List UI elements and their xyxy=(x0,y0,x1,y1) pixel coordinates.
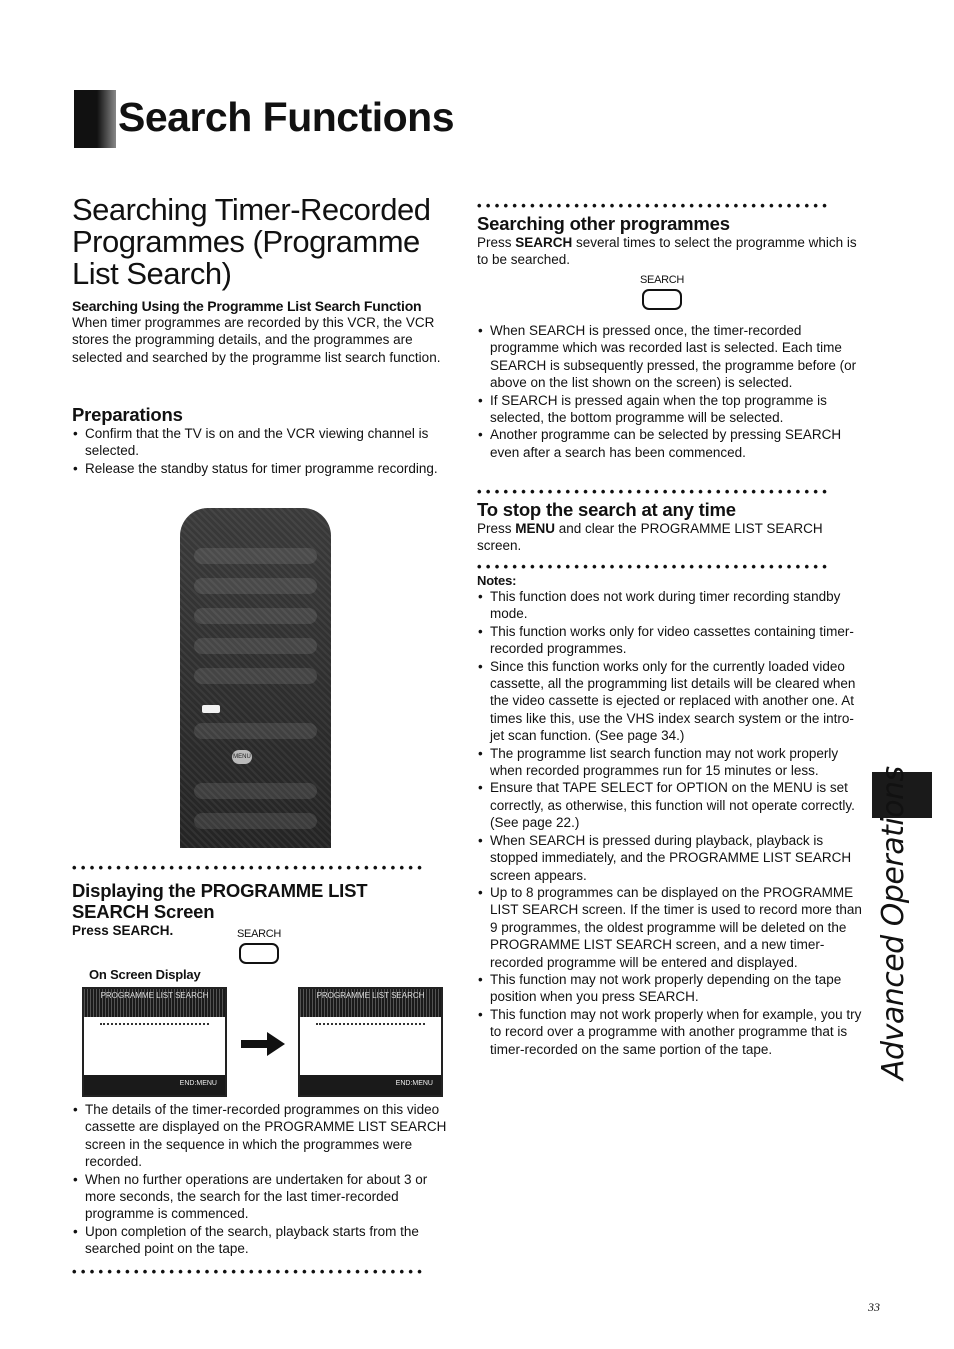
stop-heading: To stop the search at any time xyxy=(477,499,736,520)
dotted-divider: •••••••••••••••••••••••••••••••••••••••• xyxy=(477,486,832,498)
list-item: • Release the standby status for timer programme recording. xyxy=(72,460,457,477)
dotted-divider: •••••••••••••••••••••••••••••••••••••••• xyxy=(477,200,832,212)
search-button-icon xyxy=(642,289,682,310)
press-search-text: Press SEARCH. xyxy=(72,923,174,938)
displaying-list xyxy=(72,1101,457,1258)
other-intro-post: several times to select the programme which is to be searched. xyxy=(477,235,857,268)
remote-button-row xyxy=(194,578,317,594)
list-item: • When SEARCH is pressed during playback, playback is stopped immediately, and the PROGRAMME LIST SEARCH screen appears. xyxy=(477,832,862,884)
list-item: • Since this function works only for the currently loaded video cassette, all the programming list details will be cleared when the video cassette is ejected or replaced with another one. At times like this, use the VHS index search system or the intro-jet scan function. (See page 34.) xyxy=(477,658,862,745)
stop-section xyxy=(477,499,862,555)
stop-text-bold: MENU xyxy=(515,521,556,536)
intro-section xyxy=(72,298,457,366)
remote-button-row xyxy=(194,813,317,829)
other-section xyxy=(477,213,862,269)
search-button-icon xyxy=(239,943,279,964)
search-button-highlight xyxy=(202,705,220,713)
notes-list xyxy=(477,588,862,1058)
page-title: Search Functions xyxy=(118,94,455,140)
remote-button-row xyxy=(194,608,317,624)
search-button-label: SEARCH xyxy=(237,928,282,940)
osd-title: PROGRAMME LIST SEARCH xyxy=(300,989,441,1017)
osd-screen-after xyxy=(298,987,443,1097)
other-list xyxy=(477,322,862,461)
stop-text xyxy=(477,520,862,555)
remote-button-row xyxy=(194,638,317,654)
list-item: • When no further operations are undertaken for about 3 or more seconds, the search for the last timer-recorded programme is commenced. xyxy=(72,1171,457,1223)
title-bar-decoration xyxy=(74,90,116,148)
list-item: • Confirm that the TV is on and the VCR viewing channel is selected. xyxy=(72,425,457,460)
other-intro-pre: Press xyxy=(477,235,516,250)
menu-button-icon: MENU xyxy=(232,750,252,764)
preparations-list xyxy=(72,425,457,477)
list-item: • If SEARCH is pressed again when the top programme is selected, the bottom programme will be selected. xyxy=(477,392,862,427)
dotted-divider: •••••••••••••••••••••••••••••••••••••••• xyxy=(477,561,832,573)
osd-title: PROGRAMME LIST SEARCH xyxy=(84,989,225,1017)
list-item: • Another programme can be selected by pressing SEARCH even after a search has been commenced. xyxy=(477,426,862,461)
displaying-notes xyxy=(72,1101,457,1258)
list-item: • Ensure that TAPE SELECT for OPTION on the MENU is set correctly, as otherwise, this function will not operate correctly. (See page 22.) xyxy=(477,779,862,831)
dotted-divider: •••••••••••••••••••••••••••••••••••••••• xyxy=(72,1266,427,1278)
remote-button-row xyxy=(194,668,317,684)
right-arrow-icon xyxy=(241,1032,285,1056)
page-number: 33 xyxy=(868,1300,880,1314)
on-screen-display-label: On Screen Display xyxy=(89,967,201,982)
list-item: • Up to 8 programmes can be displayed on the PROGRAMME LIST SEARCH screen. If the timer is used to record more than 9 programmes, the oldest programme will be deleted on the PROGRAMME LIST SEARCH screen, and a new timer-recorded programme will be entered and displayed. xyxy=(477,884,862,971)
list-item: • This function may not work properly when for example, you try to record over a programme with another programme that is timer-recorded on the same portion of the tape. xyxy=(477,1006,862,1058)
osd-footer: END:MENU xyxy=(300,1075,441,1095)
dotted-divider: •••••••••••••••••••••••••••••••••••••••• xyxy=(72,862,427,874)
list-item: • Upon completion of the search, playback starts from the searched point on the tape. xyxy=(72,1223,457,1258)
osd-footer: END:MENU xyxy=(84,1075,225,1095)
list-item: • This function may not work properly depending on the tape position when you press SEARCH. xyxy=(477,971,862,1006)
osd-screen-before xyxy=(82,987,227,1097)
list-item: • The programme list search function may not work properly when recorded programmes run for 15 minutes or less. xyxy=(477,745,862,780)
displaying-heading: Displaying the PROGRAMME LIST SEARCH Screen xyxy=(72,880,368,922)
list-item: • When SEARCH is pressed once, the timer-recorded programme which was recorded last is selected. Each time SEARCH is subsequently pressed, the programme before (or above on the list shown on the screen) is selected. xyxy=(477,322,862,392)
side-tab-label: Advanced Operations xyxy=(876,766,911,1080)
list-item: • The details of the timer-recorded programmes on this video cassette are displayed on the PROGRAMME LIST SEARCH screen in the sequence in which the programmes were recorded. xyxy=(72,1101,457,1171)
notes-section xyxy=(477,573,862,1058)
other-intro-bold: SEARCH xyxy=(515,235,573,250)
remote-button-row xyxy=(194,723,317,739)
preparations-section xyxy=(72,404,457,477)
list-item: • This function works only for video cassettes containing timer-recorded programmes. xyxy=(477,623,862,658)
displaying-section xyxy=(72,880,457,922)
main-heading-text: Searching Timer-Recorded Programmes (Programme List Search) xyxy=(72,192,431,291)
stop-text-post: and clear the PROGRAMME LIST SEARCH screen. xyxy=(477,521,823,554)
other-notes xyxy=(477,322,862,461)
other-heading: Searching other programmes xyxy=(477,213,730,234)
remote-button-row xyxy=(194,548,317,564)
preparations-heading: Preparations xyxy=(72,404,183,425)
osd-ticks xyxy=(100,1019,209,1025)
osd-ticks xyxy=(316,1019,425,1025)
other-intro xyxy=(477,234,862,269)
intro-subheading: Searching Using the Programme List Search Function xyxy=(72,298,422,314)
remote-button-row xyxy=(194,783,317,799)
intro-text: When timer programmes are recorded by this VCR, the VCR stores the programming details, and the programmes are selected and searched by the programme list search function. xyxy=(72,315,441,365)
list-item: • This function does not work during timer recording standby mode. xyxy=(477,588,862,623)
main-heading xyxy=(72,194,462,290)
stop-text-pre: Press xyxy=(477,521,516,536)
notes-heading: Notes: xyxy=(477,573,517,588)
remote-control-illustration xyxy=(180,508,331,848)
search-button-label: SEARCH xyxy=(640,274,685,286)
